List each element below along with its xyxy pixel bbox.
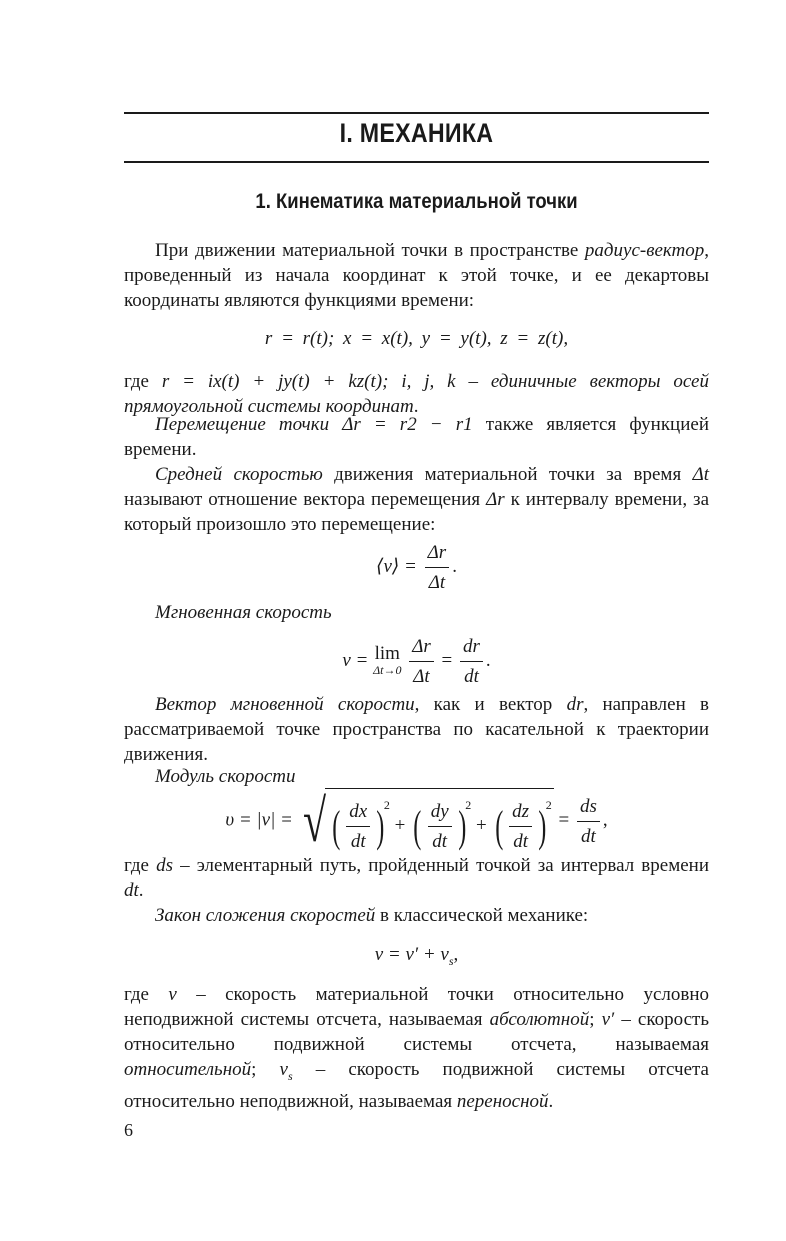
- lhs: ⟨v⟩ =: [376, 555, 417, 577]
- chapter-title: I. МЕХАНИКА: [339, 118, 494, 148]
- numerator: Δr: [425, 540, 450, 568]
- text: движения материальной точки за время: [322, 464, 693, 485]
- ds: ds: [156, 855, 173, 876]
- equation-instant-velocity: [124, 634, 709, 689]
- paragraph-intro: [124, 238, 709, 313]
- fraction: [425, 540, 450, 595]
- paragraph-elementary-path: где ds – элементарный путь, пройденный точкой за интервал времени dt.: [124, 855, 710, 901]
- fraction-delta: [409, 634, 434, 689]
- lhs: v =: [342, 649, 369, 671]
- paragraph-average-velocity: [124, 462, 709, 537]
- equals: =: [441, 649, 453, 671]
- lim: lim: [374, 642, 400, 664]
- numerator: dr: [460, 634, 483, 662]
- label-speed-modulus: Модуль скорости: [155, 766, 296, 787]
- paragraph-velocity-definitions: где v – скорость материальной точки относительно условно неподвижной системы отсчета, называемая абсолютной; v′ – скорость относительно подвижной системы отсчета, называемая относительной; $v_s$ – скорость подвижной системы отсчета относительно неподвижной, называемая переносной.: [124, 984, 710, 1112]
- text: также является функцией времени.: [124, 414, 709, 460]
- equation-velocity-addition: $v = v' + v_s$,: [374, 944, 459, 968]
- label-instant-velocity: Мгновенная скорость: [155, 602, 332, 623]
- end: .: [452, 555, 457, 577]
- fraction-dx: $\frac{dx}{dt}$: [346, 799, 370, 854]
- equation-text: r = r(t); x = x(t), y = y(t), z = z(t),: [264, 328, 569, 349]
- text: При движении материальной точки в пространстве: [155, 240, 585, 261]
- formula: r = ix(t) + jy(t) + kz(t); i, j, k: [161, 371, 456, 392]
- sqrt-body: ( $\frac{dx}{dt}$ )$^2$ + ( $\frac{dy}{dt}$ )$^2$ + ( $\frac{dz}{dt}$ )$^2$: [325, 788, 554, 854]
- top-rule: [124, 112, 709, 114]
- end: .: [485, 649, 491, 671]
- fraction-dy: $\frac{dy}{dt}$: [428, 799, 452, 854]
- bottom-rule: [124, 161, 709, 163]
- text: где: [124, 371, 162, 392]
- fraction-ds-dt: $\frac{ds}{dt}$: [577, 794, 600, 849]
- paragraph-velocity-addition: Закон сложения скоростей в классической механике:: [155, 905, 589, 926]
- dt: dt: [124, 880, 139, 901]
- v: v: [168, 984, 177, 1005]
- denominator: Δt: [413, 666, 430, 687]
- text: , направлен в рассматриваемой точке пространства по касательной к траектории движения.: [124, 694, 709, 765]
- sqrt-sign: √: [302, 787, 326, 854]
- delta-r: Δr: [486, 489, 505, 510]
- term-displacement: Перемещение точки: [155, 414, 330, 435]
- term-radius-vector: радиус-вектор: [584, 240, 705, 261]
- term-transfer: переносной: [456, 1091, 549, 1112]
- delta-t: Δt: [692, 464, 709, 485]
- lim-subscript: Δt→0: [373, 662, 402, 677]
- numerator: Δr: [409, 634, 434, 662]
- formula: Δr = r2 − r1: [342, 414, 473, 435]
- v-prime: v′: [601, 1009, 615, 1030]
- term-relative: относительной: [124, 1059, 252, 1080]
- equation-average-velocity: [124, 540, 709, 595]
- section-title: 1. Кинематика материальной точки: [255, 190, 578, 213]
- page-number: 6: [124, 1120, 133, 1140]
- dr: dr: [566, 694, 584, 715]
- text: – единичные векторы осей прямоугольной системы координат: [124, 371, 709, 417]
- text: называют отношение вектора перемещения: [124, 489, 487, 510]
- limit: [373, 642, 402, 678]
- denominator: dt: [464, 666, 479, 687]
- equals: =: [558, 809, 570, 831]
- term-average-velocity: Средней скоростью: [155, 464, 323, 485]
- v-s: v: [279, 1059, 288, 1080]
- text: , как и вектор: [414, 694, 567, 715]
- equation-speed-modulus: υ = |v| = √ ( $\frac{dx}{dt}$ )$^2$ + ( $\frac{dy}{dt}$ )$^2$ + ( $\frac{dz}{dt}$ )$^2$ = $\frac{ds}{dt}$ ,: [225, 787, 608, 854]
- fraction-dz: $\frac{dz}{dt}$: [509, 799, 532, 854]
- text: , проведенный из начала координат к этой точке, и ее декартовы координаты являются функциями времени:: [124, 240, 709, 311]
- term-velocity-addition: Закон сложения скоростей: [155, 905, 376, 926]
- paragraph-instant-velocity-vector: [124, 692, 709, 767]
- lhs: υ = |v| =: [225, 809, 293, 831]
- term-absolute: абсолютной: [489, 1009, 590, 1030]
- term-instant-velocity-vector: Вектор мгновенной скорости: [155, 694, 415, 715]
- fraction-derivative: [460, 634, 483, 689]
- equation-coordinates: [124, 326, 709, 351]
- text: к интервалу времени, за который произошло это перемещение:: [124, 489, 709, 535]
- paragraph-displacement: [124, 412, 709, 462]
- text: .: [413, 396, 419, 417]
- denominator: Δt: [428, 572, 446, 593]
